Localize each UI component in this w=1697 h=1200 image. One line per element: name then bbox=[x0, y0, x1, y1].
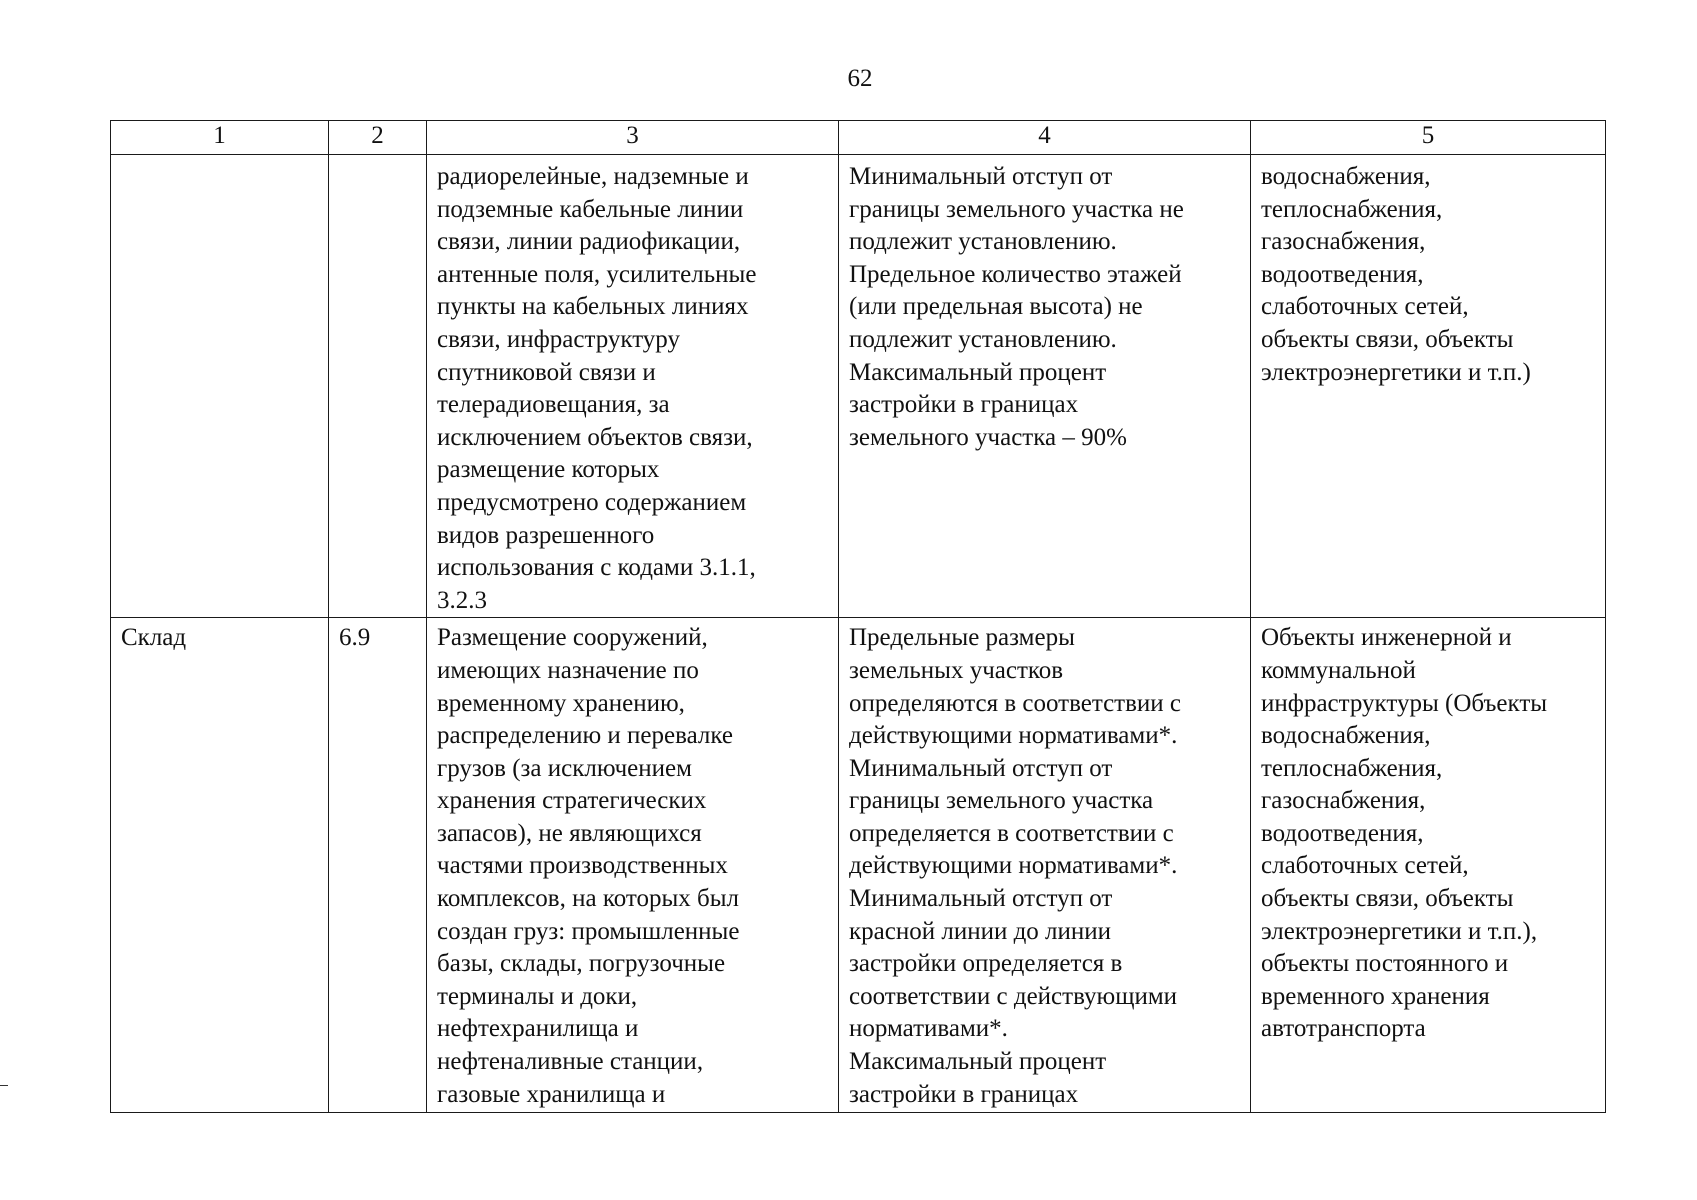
cell-text: Объекты инженерной и коммунальной инфраструктуры (Объекты водоснабжения, теплоснабжения, газоснабжения, водоотведения, слаботочных сетей, объекты связи, объекты электроэнергетики и т.п.), объекты постоянного и временного хранения автотранспорта bbox=[1261, 624, 1548, 1043]
cell-parameters bbox=[839, 155, 1251, 618]
cell-text: Минимальный отступ от границы земельного участка не подлежит установлению. Предельное количество этажей (или предельная высота) не подлежит установлению. Максимальный процент застройки в границах земельного участка – 90% bbox=[849, 163, 1184, 451]
margin-mark bbox=[0, 1085, 8, 1086]
header-row bbox=[111, 121, 1606, 155]
table-row bbox=[111, 155, 1606, 618]
cell-use-type-name bbox=[111, 155, 329, 618]
header-cell-col4: 4 bbox=[839, 121, 1251, 155]
cell-text: 6.9 bbox=[339, 624, 371, 652]
header-cell-col5: 5 bbox=[1251, 121, 1606, 155]
cell-text: водоснабжения, теплоснабжения, газоснабжения, водоотведения, слаботочных сетей, объекты связи, объекты электроэнергетики и т.п.) bbox=[1261, 163, 1531, 386]
cell-text: радиорелейные, надземные и подземные кабельные линии связи, линии радиофикации, антенные поля, усилительные пункты на кабельных линиях связи, инфраструктуру спутниковой связи и телерадиовещания, за исключением объектов связи, размещение которых предусмотрено содержанием видов разрешенного использования с кодами 3.1.1, 3.2.3 bbox=[437, 163, 757, 614]
header-cell-col1: 1 bbox=[111, 121, 329, 155]
cell-parameters bbox=[839, 618, 1251, 1113]
cell-use-description bbox=[427, 155, 839, 618]
cell-text: Размещение сооружений, имеющих назначение по временному хранению, распределению и перевалке грузов (за исключением хранения стратегических запасов), не являющихся частями производственных комплексов, на которых был создан груз: промышленные базы, склады, погрузочные терминалы и доки, нефтехранилища и нефтеналивные станции, газовые хранилища и bbox=[437, 624, 740, 1108]
table-row bbox=[111, 618, 1606, 1113]
cell-use-description bbox=[427, 618, 839, 1113]
cell-text: Склад bbox=[121, 624, 187, 652]
header-cell-col2: 2 bbox=[329, 121, 427, 155]
cell-auxiliary-uses bbox=[1251, 155, 1606, 618]
cell-use-type-code bbox=[329, 618, 427, 1113]
header-cell-col3: 3 bbox=[427, 121, 839, 155]
cell-use-type-name bbox=[111, 618, 329, 1113]
cell-use-type-code bbox=[329, 155, 427, 618]
page-number: 62 bbox=[847, 65, 873, 92]
table-header bbox=[111, 121, 1606, 155]
cell-text: Предельные размеры земельных участков определяются в соответствии с действующими нормативами*. Минимальный отступ от границы земельного участка определяется в соответствии с действующими нормативами*. Минимальный отступ от красной линии до линии застройки определяется в соответствии с действующими нормативами*. Максимальный процент застройки в границах bbox=[849, 624, 1182, 1108]
regulations-table bbox=[110, 120, 1606, 1113]
cell-auxiliary-uses bbox=[1251, 618, 1606, 1113]
